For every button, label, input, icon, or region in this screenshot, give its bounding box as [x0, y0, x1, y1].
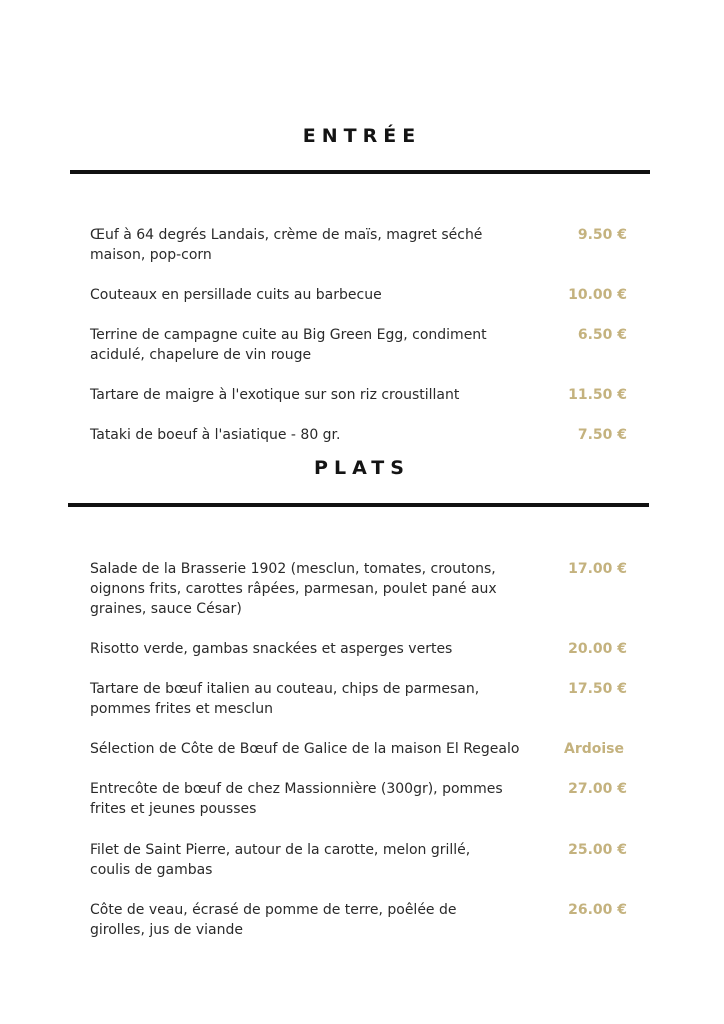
- menu-item-price: 17.50 €: [568, 681, 627, 697]
- section-divider-entree: [70, 170, 650, 174]
- menu-item-description: Couteaux en persillade cuits au barbecue: [90, 287, 382, 303]
- menu-item-price: 7.50 €: [577, 427, 627, 443]
- menu-item-description: Filet de Saint Pierre, autour de la carotte, melon grillé, coulis de gambas: [90, 842, 471, 878]
- menu-item-description: Tataki de boeuf à l'asiatique - 80 gr.: [90, 427, 341, 443]
- menu-item-price: 27.00 €: [568, 781, 627, 797]
- menu-item-description: Entrecôte de bœuf de chez Massionnière (300gr), pommes frites et jeunes pousses: [90, 781, 503, 817]
- menu-item-price: 9.50 €: [577, 227, 627, 243]
- menu-item-price: 26.00 €: [568, 902, 627, 918]
- menu-item-price: Ardoise: [563, 741, 624, 757]
- menu-item-description: Sélection de Côte de Bœuf de Galice de la maison El Regealo: [90, 741, 520, 757]
- section-title-plats: PLATS: [314, 457, 410, 479]
- menu-item-description: Tartare de maigre à l'exotique sur son riz croustillant: [90, 387, 460, 403]
- menu-item-description: Œuf à 64 degrés Landais, crème de maïs, magret séché maison, pop-corn: [90, 227, 483, 263]
- menu-item-description: Côte de veau, écrasé de pomme de terre, poêlée de girolles, jus de viande: [90, 902, 457, 938]
- menu-item-description: Terrine de campagne cuite au Big Green Egg, condiment acidulé, chapelure de vin rouge: [90, 327, 487, 363]
- section-divider-plats: [68, 503, 649, 507]
- menu-item-price: 20.00 €: [568, 641, 627, 657]
- menu-item-description: Risotto verde, gambas snackées et asperges vertes: [90, 641, 453, 657]
- menu-item-price: 17.00 €: [568, 561, 627, 577]
- menu-item-price: 10.00 €: [568, 287, 627, 303]
- section-title-entree: ENTRÉE: [302, 125, 422, 147]
- menu-item-description: Tartare de bœuf italien au couteau, chips de parmesan, pommes frites et mesclun: [90, 681, 480, 717]
- menu-item-price: 11.50 €: [568, 387, 627, 403]
- menu-item-price: 25.00 €: [568, 842, 627, 858]
- menu-item-price: 6.50 €: [577, 327, 627, 343]
- menu-item-description: Salade de la Brasserie 1902 (mesclun, tomates, croutons, oignons frits, carottes râpées, parmesan, poulet pané aux graines, sauce César): [90, 561, 497, 617]
